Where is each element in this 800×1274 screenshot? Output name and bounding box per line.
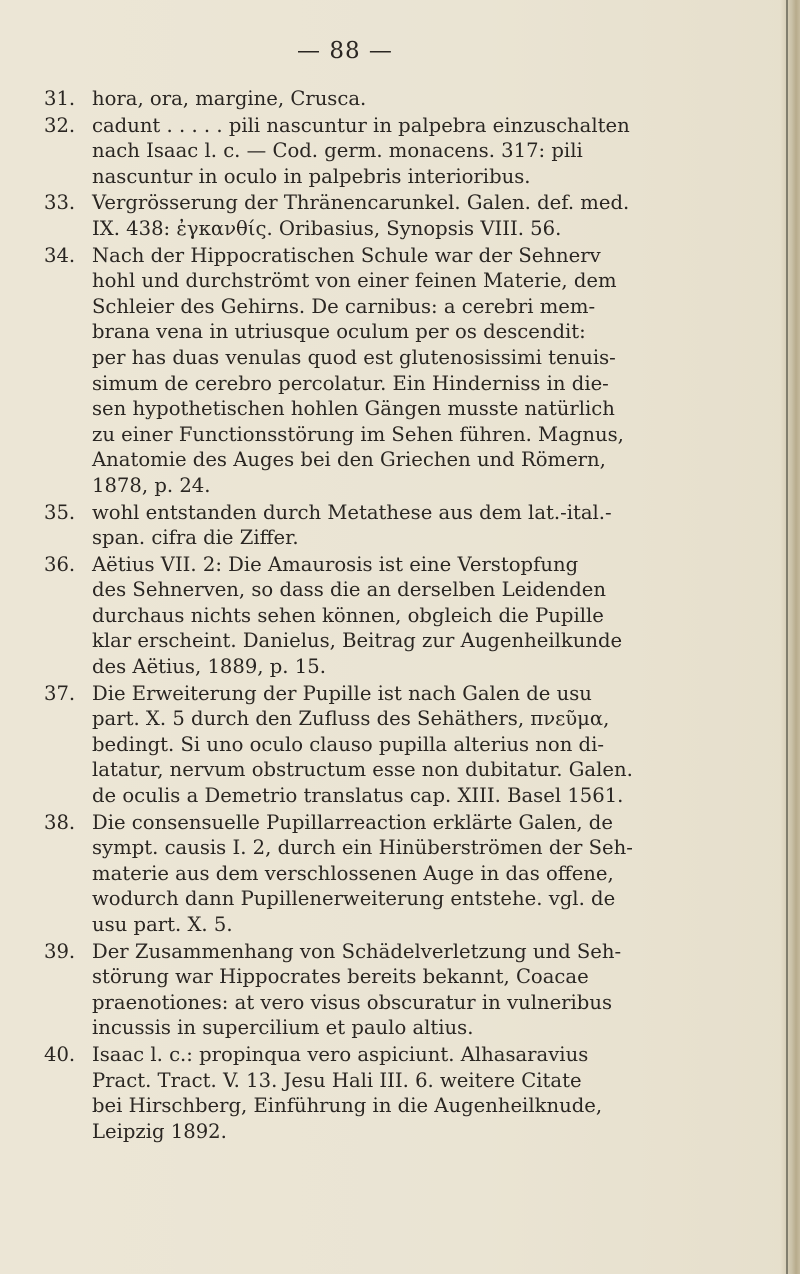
- footnote-text: [92, 939, 734, 1041]
- text-line: hora, ora, margine, Crusca.: [92, 87, 367, 110]
- text-line: sympt. causis I. 2, durch ein Hinüberströmen der Seh-: [92, 836, 633, 860]
- footnote-number: 40.: [44, 1042, 76, 1066]
- text-line: incussis in supercilium et paulo altius.: [92, 1016, 474, 1040]
- footnote-text: [92, 500, 734, 551]
- text-line: praenotiones: at vero visus obscuratur in vulneribus: [92, 990, 613, 1014]
- text-line: nach Isaac l. c. — Cod. germ. monacens. 317: pili: [92, 139, 583, 163]
- text-line: hohl und durchströmt von einer feinen Materie, dem: [92, 269, 617, 293]
- footnote-number: 31.: [44, 87, 76, 110]
- text-line: Der Zusammenhang von Schädelverletzung und Seh-: [92, 939, 622, 963]
- text-line: 1878, p. 24.: [92, 473, 211, 497]
- footnote-text: [92, 86, 734, 112]
- page-number: — 88 —: [297, 38, 393, 64]
- footnote-37: [44, 681, 734, 809]
- text-line: sen hypothetischen hohlen Gängen musste natürlich: [92, 397, 615, 421]
- text-line: cadunt . . . . . pili nascuntur in palpebra einzuschalten: [92, 113, 630, 137]
- text-line: part. X. 5 durch den Zufluss des Sehäthers, πνεῦμα,: [92, 707, 610, 731]
- footnote-number: 39.: [44, 939, 76, 963]
- text-line: durchaus nichts sehen können, obgleich die Pupille: [92, 603, 604, 627]
- text-line: latatur, nervum obstructum esse non dubitatur. Galen.: [92, 758, 633, 782]
- text-line: wohl entstanden durch Metathese aus dem lat.-ital.-: [92, 500, 612, 524]
- footnote-text: [92, 190, 734, 241]
- footnote-35: [44, 500, 734, 551]
- footnote-number: 36.: [44, 552, 76, 576]
- text-line: Anatomie des Auges bei den Griechen und Römern,: [92, 448, 606, 472]
- footnote-31: [44, 86, 734, 112]
- text-line: brana vena in utriusque oculum per os descendit:: [92, 320, 586, 344]
- text-line: bei Hirschberg, Einführung in die Augenheilknude,: [92, 1094, 603, 1118]
- text-line: nascuntur in oculo in palpebris interioribus.: [92, 164, 531, 188]
- text-line: zu einer Functionsstörung im Sehen führen. Magnus,: [92, 422, 624, 446]
- footnote-number: 34.: [44, 243, 76, 267]
- footnote-40: [44, 1042, 734, 1144]
- text-line: Isaac l. c.: propinqua vero aspiciunt. Alhasaravius: [92, 1042, 589, 1066]
- footnote-text: [92, 681, 734, 809]
- footnote-text: [92, 243, 734, 499]
- text-line: störung war Hippocrates bereits bekannt, Coacae: [92, 965, 589, 989]
- footnote-number: 38.: [44, 810, 76, 834]
- footnote-39: [44, 939, 734, 1041]
- text-line: IX. 438: ἐγκανθίς. Oribasius, Synopsis VIII. 56.: [92, 216, 562, 240]
- footnote-text: [92, 552, 734, 680]
- text-line: wodurch dann Pupillenerweiterung entstehe. vgl. de: [92, 887, 616, 911]
- footnote-34: [44, 243, 734, 499]
- footnote-32: [44, 113, 734, 190]
- footnote-number: 32.: [44, 113, 76, 137]
- text-line: usu part. X. 5.: [92, 913, 233, 936]
- footnote-33: [44, 190, 734, 241]
- footnote-text: [92, 113, 734, 190]
- footnote-number: 35.: [44, 500, 76, 524]
- text-line: Schleier des Gehirns. De carnibus: a cerebri mem-: [92, 294, 596, 318]
- text-line: Aëtius VII. 2: Die Amaurosis ist eine Verstopfung: [92, 552, 579, 576]
- text-line: Pract. Tract. V. 13. Jesu Hali III. 6. weitere Citate: [92, 1068, 582, 1092]
- text-line: simum de cerebro percolatur. Ein Hinderniss in die-: [92, 371, 609, 395]
- footnote-text: [92, 810, 734, 938]
- text-line: Leipzig 1892.: [92, 1119, 227, 1143]
- text-line: klar erscheint. Danielus, Beitrag zur Augenheilkunde: [92, 629, 623, 653]
- text-line: Die Erweiterung der Pupille ist nach Galen de usu: [92, 681, 592, 705]
- text-line: bedingt. Si uno oculo clauso pupilla alterius non di-: [92, 732, 604, 756]
- text-line: des Sehnerven, so dass die an derselben Leidenden: [92, 578, 606, 602]
- text-line: des Aëtius, 1889, p. 15.: [92, 655, 326, 679]
- footnote-number: 33.: [44, 191, 76, 215]
- page-edge-line: [786, 0, 788, 1274]
- footnote-text: [92, 1042, 734, 1144]
- text-line: de oculis a Demetrio translatus cap. XIII. Basel 1561.: [92, 784, 624, 808]
- text-line: Nach der Hippocratischen Schule war der Sehnerv: [92, 243, 601, 267]
- text-line: Vergrösserung der Thränencarunkel. Galen. def. med.: [92, 191, 630, 215]
- text-line: materie aus dem verschlossenen Auge in das offene,: [92, 861, 614, 885]
- footnote-list: [44, 86, 734, 1145]
- footnote-36: [44, 552, 734, 680]
- page-edge-shadow: [780, 0, 800, 1274]
- text-line: per has duas venulas quod est glutenosissimi tenuis-: [92, 345, 616, 369]
- footnote-38: [44, 810, 734, 938]
- text-line: Die consensuelle Pupillarreaction erklärte Galen, de: [92, 810, 613, 834]
- footnote-number: 37.: [44, 681, 76, 705]
- text-line: span. cifra die Ziffer.: [92, 526, 299, 550]
